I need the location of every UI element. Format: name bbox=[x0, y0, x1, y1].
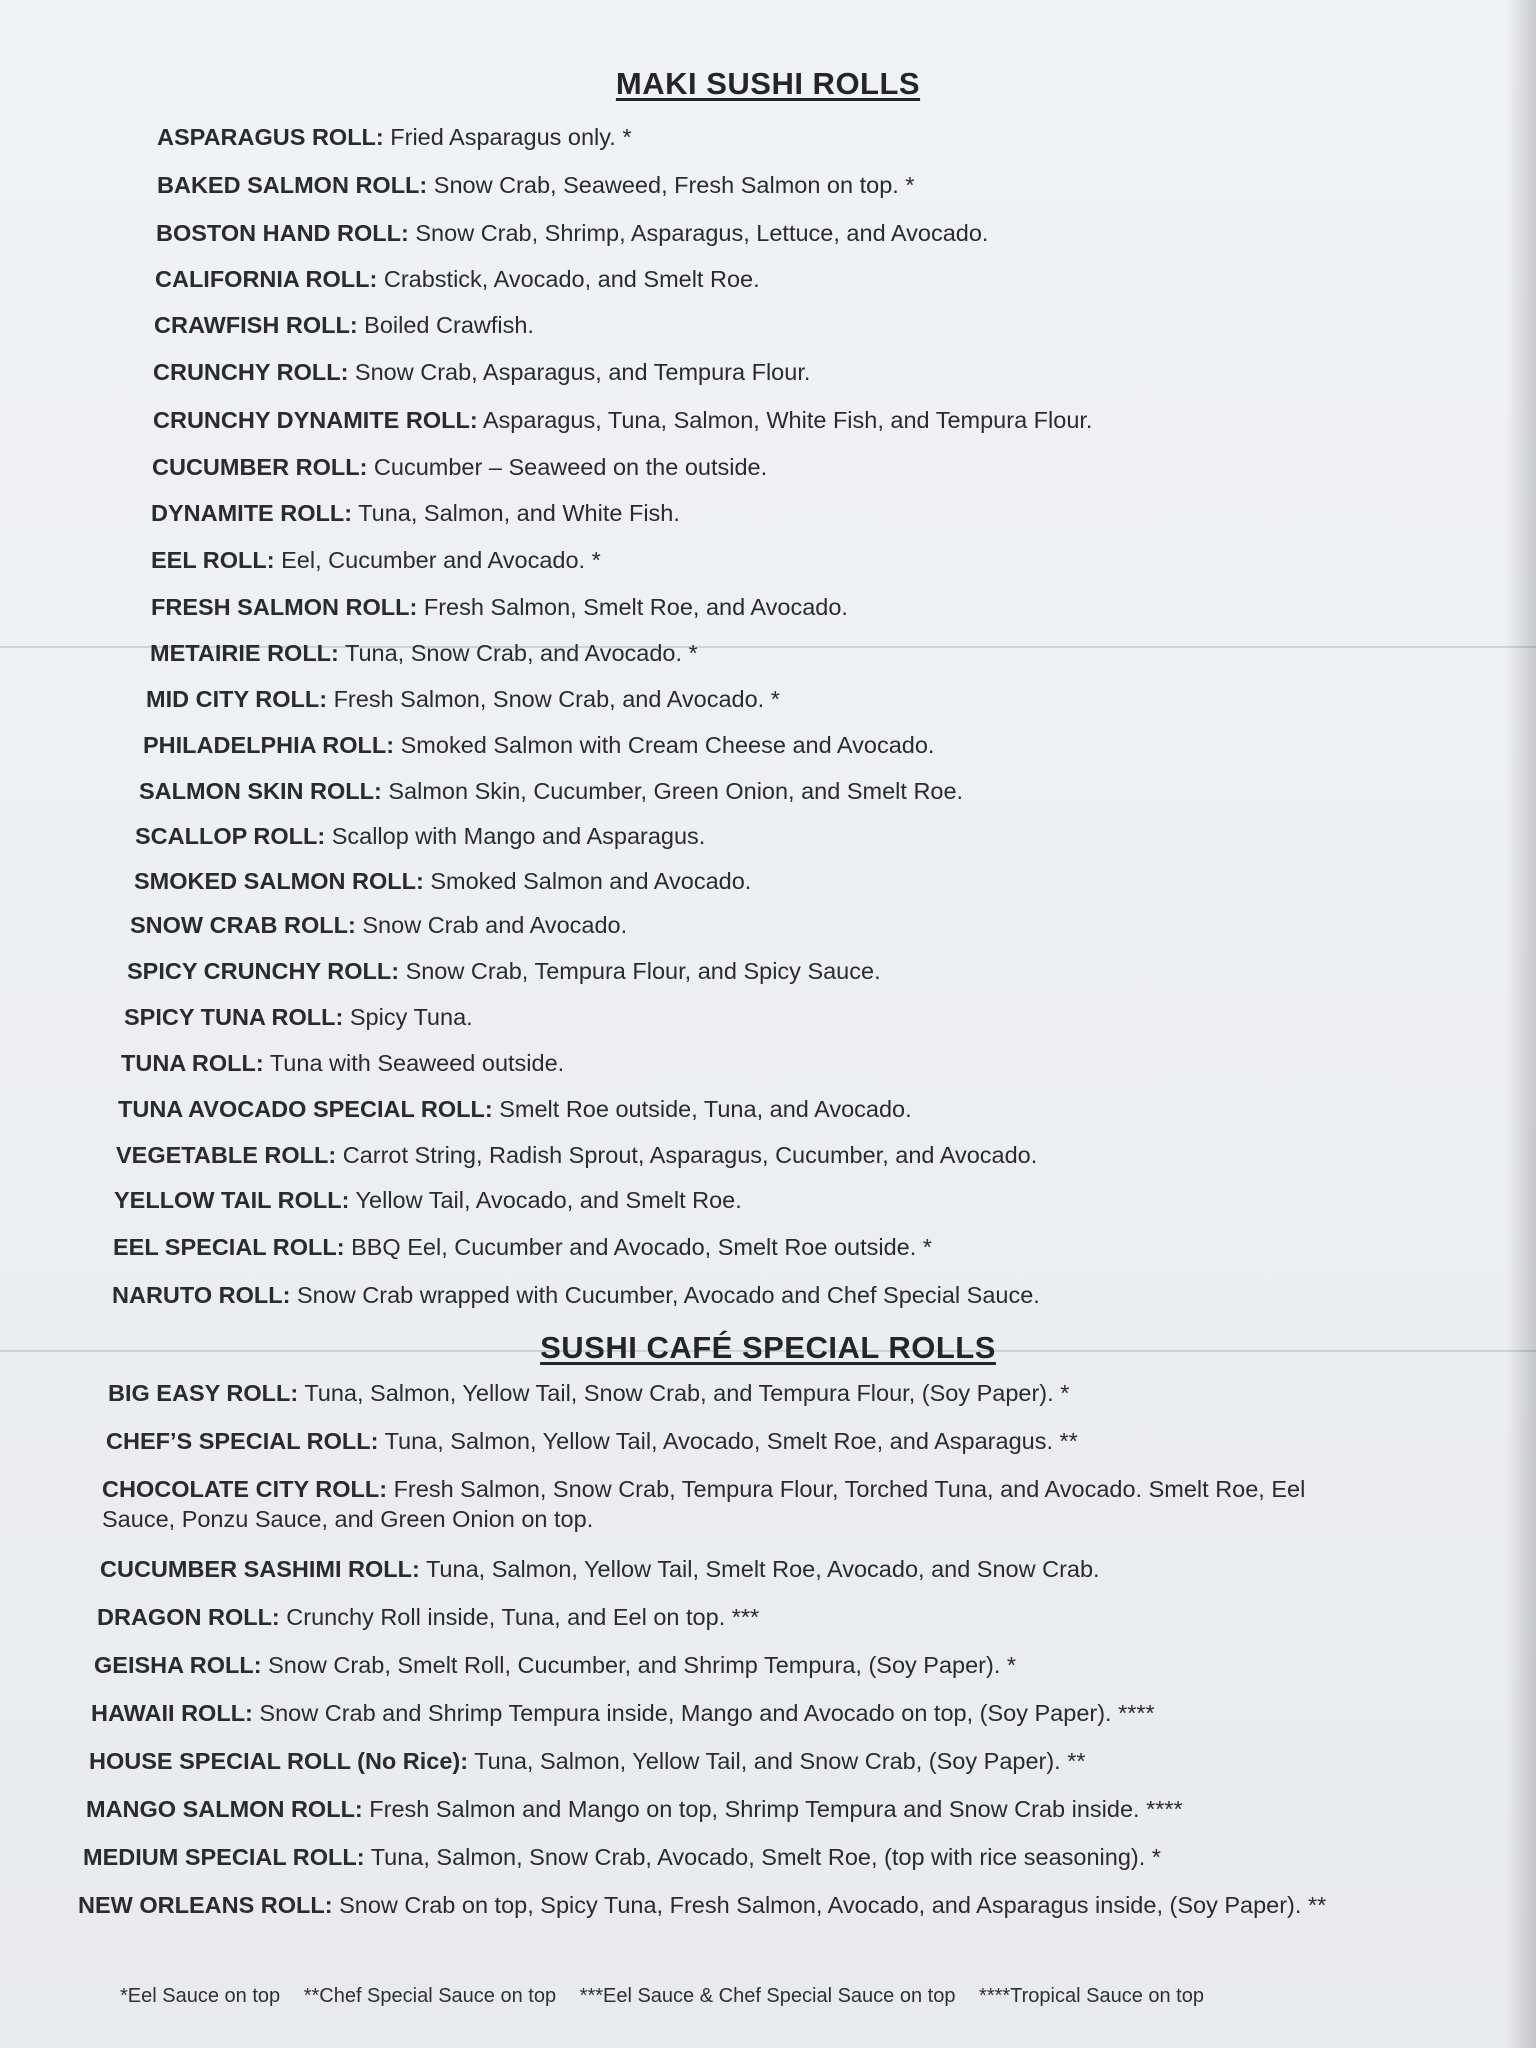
menu-item-description: Fresh Salmon and Mango on top, Shrimp Tempura and Snow Crab inside. **** bbox=[369, 1796, 1183, 1822]
menu-item-name: SPICY CRUNCHY ROLL: bbox=[127, 958, 400, 984]
menu-item bbox=[106, 1426, 1078, 1456]
menu-item-description: Snow Crab wrapped with Cucumber, Avocado and Chef Special Sauce. bbox=[296, 1282, 1040, 1308]
legend-item: ****Tropical Sauce on top bbox=[979, 1985, 1204, 2007]
menu-item-description: Salmon Skin, Cucumber, Green Onion, and Smelt Roe. bbox=[388, 778, 964, 804]
menu-item-description: Snow Crab, Shrimp, Asparagus, Lettuce, and Avocado. bbox=[415, 220, 989, 246]
menu-item-description: BBQ Eel, Cucumber and Avocado, Smelt Roe outside. * bbox=[351, 1234, 932, 1260]
menu-item bbox=[150, 638, 698, 668]
menu-item-description: Snow Crab, Smelt Roll, Cucumber, and Shrimp Tempura, (Soy Paper). * bbox=[268, 1652, 1017, 1678]
menu-item bbox=[143, 730, 934, 760]
menu-item-description: Boiled Crawfish. bbox=[364, 312, 534, 338]
menu-item bbox=[97, 1602, 759, 1632]
menu-item-description: Tuna with Seaweed outside. bbox=[269, 1050, 565, 1076]
menu-item bbox=[157, 122, 632, 152]
sauce-legend bbox=[120, 1985, 1222, 2008]
menu-item-name: METAIRIE ROLL: bbox=[150, 640, 339, 666]
menu-item bbox=[78, 1890, 1380, 1920]
menu-item bbox=[124, 1002, 473, 1032]
menu-item bbox=[139, 776, 963, 806]
menu-item-description: Tuna, Salmon, and White Fish. bbox=[358, 500, 680, 526]
menu-item-name: CRUNCHY DYNAMITE ROLL: bbox=[153, 407, 478, 433]
menu-item-name: MID CITY ROLL: bbox=[146, 686, 328, 712]
menu-item-name: SMOKED SALMON ROLL: bbox=[134, 868, 424, 894]
menu-item-description: Cucumber – Seaweed on the outside. bbox=[373, 454, 768, 480]
menu-item bbox=[91, 1698, 1155, 1728]
menu-item bbox=[134, 866, 751, 896]
menu-item bbox=[118, 1094, 912, 1124]
menu-item-name: TUNA AVOCADO SPECIAL ROLL: bbox=[118, 1096, 493, 1122]
menu-item bbox=[108, 1378, 1069, 1408]
menu-item bbox=[156, 218, 988, 248]
menu-item bbox=[135, 821, 705, 851]
menu-item-name: HAWAII ROLL: bbox=[91, 1700, 253, 1726]
menu-item-name: DYNAMITE ROLL: bbox=[151, 500, 353, 526]
menu-item bbox=[154, 310, 534, 340]
menu-item bbox=[102, 1474, 1380, 1534]
legend-item: *Eel Sauce on top bbox=[120, 1985, 281, 2007]
menu-item-name: CRAWFISH ROLL: bbox=[154, 312, 358, 338]
menu-item-description: Smoked Salmon and Avocado. bbox=[430, 868, 752, 894]
menu-item-description: Eel, Cucumber and Avocado. * bbox=[281, 547, 601, 573]
menu-item bbox=[130, 910, 627, 940]
menu-item bbox=[116, 1140, 1037, 1170]
menu-item-name: BIG EASY ROLL: bbox=[108, 1380, 299, 1406]
menu-item-name: SPICY TUNA ROLL: bbox=[124, 1004, 344, 1030]
menu-item-name: TUNA ROLL: bbox=[121, 1050, 264, 1076]
menu-item-description: Crabstick, Avocado, and Smelt Roe. bbox=[383, 266, 760, 292]
menu-item-name: EEL SPECIAL ROLL: bbox=[113, 1234, 345, 1260]
menu-item bbox=[100, 1554, 1100, 1584]
menu-item bbox=[153, 405, 1092, 435]
menu-item-description: Fried Asparagus only. * bbox=[390, 124, 632, 150]
menu-item-description: Snow Crab, Seaweed, Fresh Salmon on top. * bbox=[433, 172, 915, 198]
menu-item-description: Crunchy Roll inside, Tuna, and Eel on top. *** bbox=[286, 1604, 760, 1630]
menu-item bbox=[153, 357, 810, 387]
menu-item-name: SALMON SKIN ROLL: bbox=[139, 778, 382, 804]
menu-item-description: Yellow Tail, Avocado, and Smelt Roe. bbox=[355, 1187, 742, 1213]
menu-item bbox=[151, 545, 601, 575]
menu-item bbox=[155, 264, 760, 294]
menu-item-name: PHILADELPHIA ROLL: bbox=[143, 732, 395, 758]
menu-item-name: SNOW CRAB ROLL: bbox=[130, 912, 356, 938]
menu-item-name: CALIFORNIA ROLL: bbox=[155, 266, 378, 292]
special-heading: SUSHI CAFÉ SPECIAL ROLLS bbox=[540, 1330, 996, 1365]
menu-item-name: ASPARAGUS ROLL: bbox=[157, 124, 384, 150]
maki-heading: MAKI SUSHI ROLLS bbox=[615, 66, 921, 101]
menu-item bbox=[121, 1048, 564, 1078]
menu-item bbox=[112, 1280, 1040, 1310]
menu-item bbox=[146, 684, 780, 714]
menu-item bbox=[157, 170, 914, 200]
menu-item-description: Snow Crab on top, Spicy Tuna, Fresh Salmon, Avocado, and Asparagus inside, (Soy Paper). ** bbox=[339, 1892, 1327, 1918]
menu-item-description: Tuna, Salmon, Yellow Tail, Smelt Roe, Avocado, and Snow Crab. bbox=[425, 1556, 1100, 1582]
menu-item-name: MEDIUM SPECIAL ROLL: bbox=[83, 1844, 365, 1870]
menu-item-name: CHOCOLATE CITY ROLL: bbox=[102, 1476, 388, 1502]
menu-item-description: Tuna, Salmon, Yellow Tail, Avocado, Smelt Roe, and Asparagus. ** bbox=[384, 1428, 1078, 1454]
page-edge-shadow bbox=[1506, 0, 1536, 2048]
menu-item bbox=[86, 1794, 1183, 1824]
menu-item bbox=[152, 452, 767, 482]
menu-item-name: FRESH SALMON ROLL: bbox=[151, 594, 418, 620]
menu-item bbox=[114, 1185, 742, 1215]
menu-item-description: Snow Crab, Tempura Flour, and Spicy Sauce. bbox=[405, 958, 881, 984]
legend-item: ***Eel Sauce & Chef Special Sauce on top bbox=[579, 1985, 956, 2007]
menu-item bbox=[151, 498, 680, 528]
menu-item-name: BOSTON HAND ROLL: bbox=[156, 220, 409, 246]
menu-item bbox=[113, 1232, 932, 1262]
menu-item-description: Asparagus, Tuna, Salmon, White Fish, and Tempura Flour. bbox=[482, 407, 1093, 433]
menu-item-name: HOUSE SPECIAL ROLL (No Rice): bbox=[89, 1748, 469, 1774]
menu-item-name: EEL ROLL: bbox=[151, 547, 275, 573]
menu-item-description: Tuna, Salmon, Yellow Tail, Snow Crab, and Tempura Flour, (Soy Paper). * bbox=[304, 1380, 1070, 1406]
menu-item-description: Snow Crab, Asparagus, and Tempura Flour. bbox=[354, 359, 811, 385]
menu-item-name: SCALLOP ROLL: bbox=[135, 823, 326, 849]
menu-item bbox=[127, 956, 881, 986]
menu-item-name: MANGO SALMON ROLL: bbox=[86, 1796, 363, 1822]
menu-item-name: NEW ORLEANS ROLL: bbox=[78, 1892, 333, 1918]
menu-item-description: Spicy Tuna. bbox=[349, 1004, 473, 1030]
menu-item-description: Snow Crab and Shrimp Tempura inside, Mango and Avocado on top, (Soy Paper). **** bbox=[259, 1700, 1155, 1726]
menu-item-name: NARUTO ROLL: bbox=[112, 1282, 291, 1308]
menu-item-description: Smelt Roe outside, Tuna, and Avocado. bbox=[499, 1096, 912, 1122]
menu-item-description: Tuna, Salmon, Snow Crab, Avocado, Smelt Roe, (top with rice seasoning). * bbox=[370, 1844, 1161, 1870]
menu-item-description: Fresh Salmon, Snow Crab, Tempura Flour, Torched Tuna, and Avocado. Smelt Roe, Eel Sauce, Ponzu Sauce, and Green Onion on top. bbox=[102, 1476, 1306, 1532]
legend-item: **Chef Special Sauce on top bbox=[303, 1985, 557, 2007]
menu-item bbox=[89, 1746, 1086, 1776]
menu-item bbox=[83, 1842, 1161, 1872]
menu-item-description: Smoked Salmon with Cream Cheese and Avocado. bbox=[400, 732, 935, 758]
menu-item-description: Tuna, Snow Crab, and Avocado. * bbox=[344, 640, 698, 666]
menu-item-description: Snow Crab and Avocado. bbox=[362, 912, 628, 938]
menu-item-name: DRAGON ROLL: bbox=[97, 1604, 280, 1630]
menu-item-description: Fresh Salmon, Snow Crab, and Avocado. * bbox=[333, 686, 780, 712]
menu-item-name: BAKED SALMON ROLL: bbox=[157, 172, 428, 198]
menu-item-name: VEGETABLE ROLL: bbox=[116, 1142, 337, 1168]
menu-item bbox=[94, 1650, 1016, 1680]
menu-item-name: CUCUMBER ROLL: bbox=[152, 454, 368, 480]
menu-item-description: Carrot String, Radish Sprout, Asparagus, Cucumber, and Avocado. bbox=[342, 1142, 1038, 1168]
menu-item-description: Fresh Salmon, Smelt Roe, and Avocado. bbox=[423, 594, 848, 620]
menu-item-description: Scallop with Mango and Asparagus. bbox=[331, 823, 706, 849]
menu-item bbox=[151, 592, 848, 622]
menu-item-name: GEISHA ROLL: bbox=[94, 1652, 262, 1678]
menu-item-name: CHEF’S SPECIAL ROLL: bbox=[106, 1428, 379, 1454]
menu-item-name: CRUNCHY ROLL: bbox=[153, 359, 349, 385]
menu-item-name: YELLOW TAIL ROLL: bbox=[114, 1187, 350, 1213]
menu-item-description: Tuna, Salmon, Yellow Tail, and Snow Crab, (Soy Paper). ** bbox=[474, 1748, 1086, 1774]
menu-item-name: CUCUMBER SASHIMI ROLL: bbox=[100, 1556, 420, 1582]
